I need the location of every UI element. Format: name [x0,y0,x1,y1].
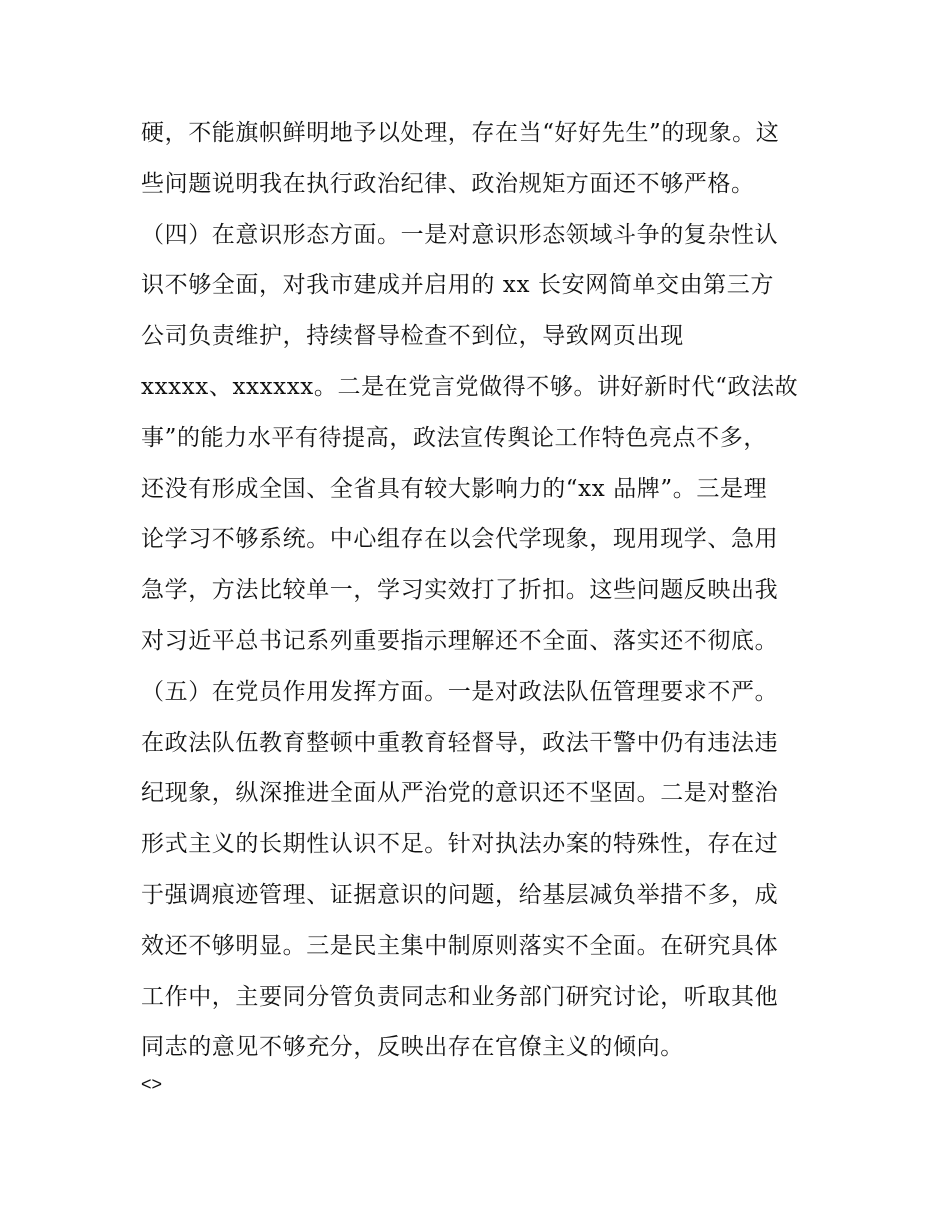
text-line: 些问题说明我在执行政治纪律、政治规矩方面还不够严格。 [141,170,755,197]
text-line: 公司负责维护，持续督导检查不到位，导致网页出现 [141,323,684,350]
text-line: 于强调痕迹管理、证据意识的问题，给基层减负举措不多，成 [141,881,779,908]
text-line: 对习近平总书记系列重要指示理解还不全面、落实还不彻底。 [141,627,779,654]
text-line: 形式主义的长期性认识不足。针对执法办案的特殊性，存在过 [141,831,779,858]
text-line: 工作中，主要同分管负责同志和业务部门研究讨论，听取其他 [141,983,779,1010]
text-line: 纪现象，纵深推进全面从严治党的意识还不坚固。二是对整治 [141,780,779,807]
text-line: 硬，不能旗帜鲜明地予以处理，存在当“好好先生”的现象。这 [141,120,780,146]
text-line: 识不够全面，对我市建成并启用的 xx 长安网简单交由第三方 [141,272,774,299]
text-line: 还没有形成全国、全省具有较大影响力的“xx 品牌”。三是理 [141,475,768,502]
section-heading-line: （四）在意识形态方面。一是对意识形态领域斗争的复杂性认 [141,221,779,248]
text-line: 效还不够明显。三是民主集中制原则落实不全面。在研究具体 [141,932,779,959]
text-line: 论学习不够系统。中心组存在以会代学现象，现用现学、急用 [141,526,779,553]
text-line: 在政法队伍教育整顿中重教育轻督导，政法干警中仍有违法违 [141,729,779,756]
section-heading-line: （五）在党员作用发挥方面。一是对政法队伍管理要求不严。 [141,678,779,705]
body-text [141,108,821,1073]
text-line: 事”的能力水平有待提高，政法宣传舆论工作特色亮点不多， [141,424,767,451]
text-line: 同志的意见不够充分，反映出存在官僚主义的倾向。 [141,1034,684,1061]
text-line: xxxxx、xxxxxx。二是在党言党做得不够。讲好新时代“政法故 [141,373,799,400]
footer-mark: <> [141,1074,163,1094]
text-line: 急学，方法比较单一，学习实效打了折扣。这些问题反映出我 [141,577,779,604]
